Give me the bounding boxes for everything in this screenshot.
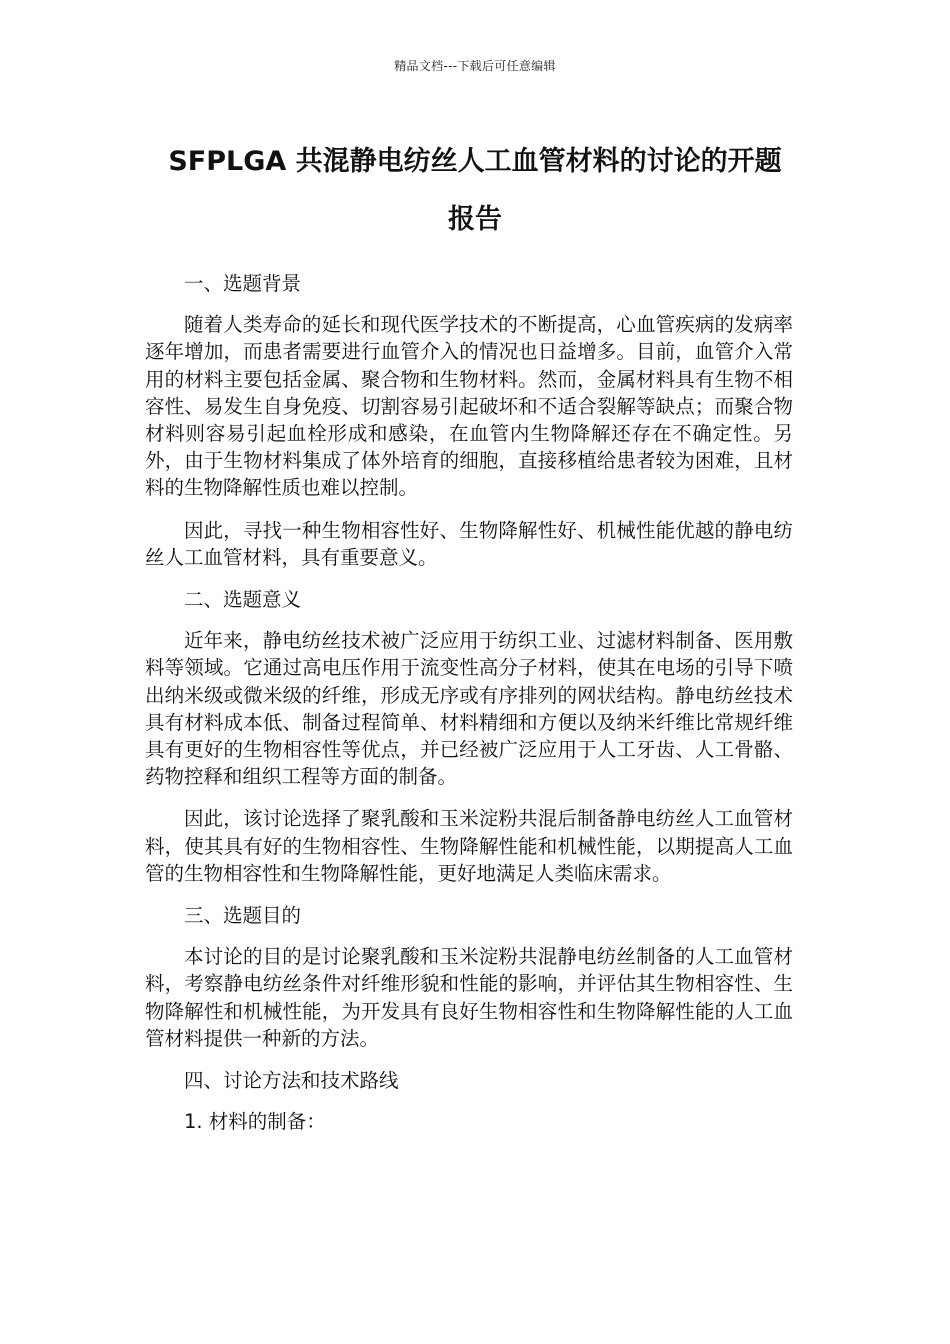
header-note: 精品文档---下载后可任意编辑 [394,59,556,73]
title-line-1: SFPLGA 共混静电纺丝人工血管材料的讨论的开题 [168,146,782,177]
section-heading-background: 一、选题背景 [184,272,302,295]
paragraph-purpose-1: 本讨论的目的是讨论聚乳酸和玉米淀粉共混静电纺丝制备的人工血管材料，考察静电纺丝条件对纤维形貌和性能的影响，并评估其生物相容性、生物降解性和机械性能，为开发具有良好生物相容性和生物降解性能的人工血管材料提供一种新的方法。 [145,945,793,1050]
section-heading-significance: 二、选题意义 [184,588,302,612]
document-title [145,133,805,249]
section-heading-methods: 四、讨论方法和技术路线 [184,1069,399,1093]
section-heading-purpose: 三、选题目的 [184,904,302,928]
list-item-material-prep: 1. 材料的制备： [184,1110,326,1134]
document-body [145,270,793,1150]
paragraph-significance-1: 近年来，静电纺丝技术被广泛应用于纺织工业、过滤材料制备、医用敷料等领域。它通过高电压作用于流变性高分子材料，使其在电场的引导下喷出纳米级或微米级的纤维，形成无序或有序排列的网状结构。静电纺丝技术具有材料成本低、制备过程简单、材料精细和方便以及纳米纤维比常规纤维具有更好的生物相容性等优点，并已经被广泛应用于人工牙齿、人工骨骼、药物控释和组织工程等方面的制备。 [145,629,793,789]
title-line-2: 报告 [448,204,502,235]
paragraph-significance-2: 因此，该讨论选择了聚乳酸和玉米淀粉共混后制备静电纺丝人工血管材料，使其具有好的生物相容性、生物降解性能和机械性能，以期提高人工血管的生物相容性和生物降解性能，更好地满足人类临床需求。 [145,807,793,885]
paragraph-background-2: 因此，寻找一种生物相容性好、生物降解性好、机械性能优越的静电纺丝人工血管材料，具有重要意义。 [145,518,793,569]
paragraph-background-1: 随着人类寿命的延长和现代医学技术的不断提高，心血管疾病的发病率逐年增加，而患者需要进行血管介入的情况也日益增多。目前，血管介入常用的材料主要包括金属、聚合物和生物材料。然而，金属材料具有生物不相容性、易发生自身免疫、切割容易引起破坏和不适合裂解等缺点；而聚合物材料则容易引起血栓形成和感染，在血管内生物降解还存在不确定性。另外，由于生物材料集成了体外培育的细胞，直接移植给患者较为困难，且材料的生物降解性质也难以控制。 [145,313,793,500]
